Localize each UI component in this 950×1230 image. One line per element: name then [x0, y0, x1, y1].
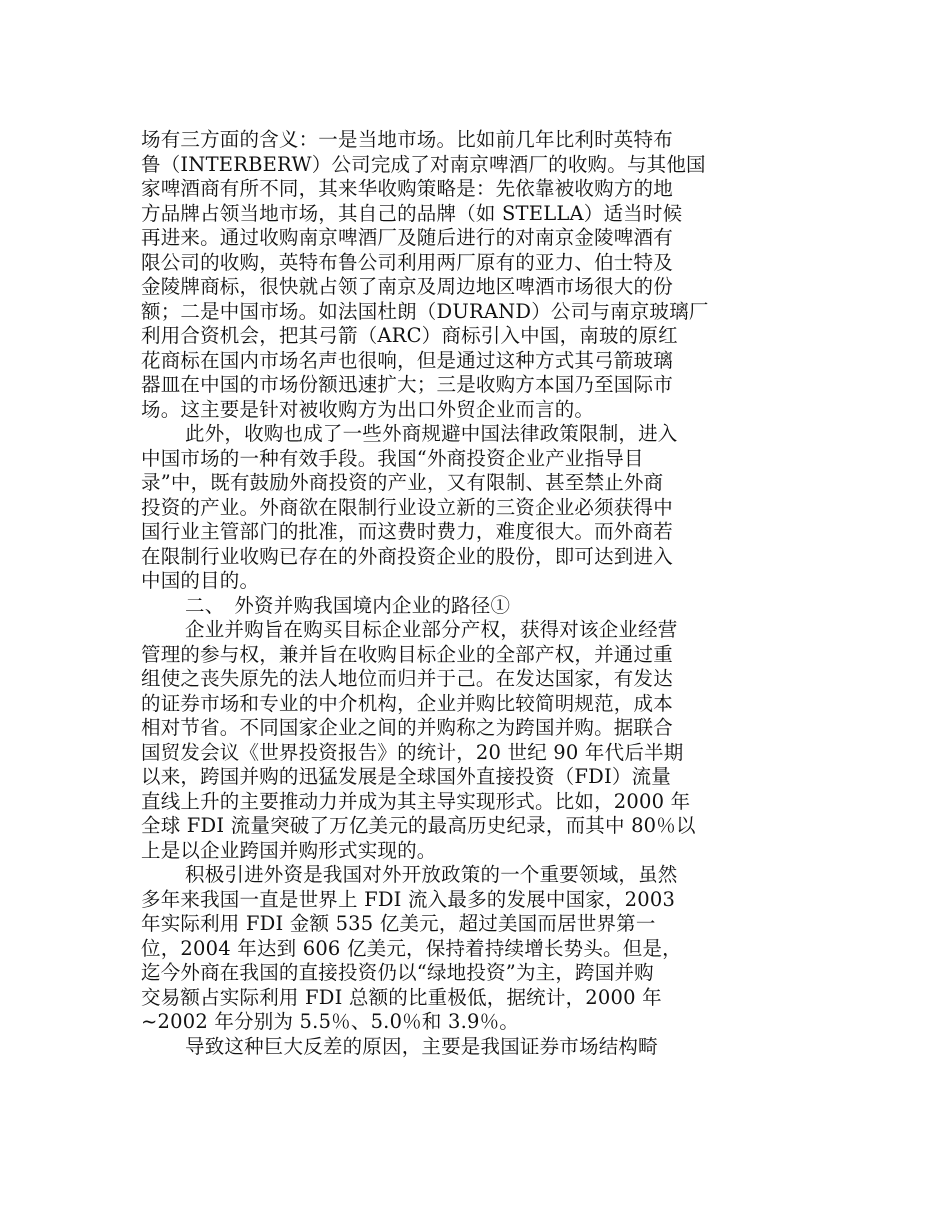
- text-line: 中国市场的一种有效手段。我国“外商投资企业产业指导目: [141, 446, 644, 470]
- text-line: 年实际利用 FDI 金额 535 亿美元，超过美国而居世界第一: [141, 912, 656, 935]
- text-line: 相对节省。不同国家企业之间的并购称之为跨国并购。据联合: [141, 716, 673, 739]
- text-line: 多年来我国一直是世界上 FDI 流入最多的发展中国家，2003: [141, 887, 676, 911]
- text-line: 积极引进外资是我国对外开放政策的一个重要领域，虽然: [185, 863, 678, 886]
- text-line: 利用合资机会，把其弓箭（ARC）商标引入中国，南玻的原红: [141, 324, 678, 347]
- text-line: 上是以企业跨国并购形式实现的。: [141, 838, 437, 862]
- text-line: 直线上升的主要推动力并成为其主导实现形式。比如，2000 年: [141, 789, 691, 813]
- text-line: ~2002 年分别为 5.5％、5.0％和 3.9％。: [141, 1010, 519, 1033]
- text-line: 在限制行业收购已存在的外商投资企业的股份，即可达到进入: [141, 544, 673, 568]
- text-line: 二、 外资并购我国境内企业的路径①: [185, 593, 511, 617]
- text-line: 组使之丧失原先的法人地位而归并于己。在发达国家，有发达: [141, 667, 673, 690]
- text-line: 方品牌占领当地市场，其自己的品牌（如 STELLA）适当时候: [141, 201, 683, 225]
- text-line: 全球 FDI 流量突破了万亿美元的最高历史纪录，而其中 80％以: [141, 814, 696, 837]
- text-line: 再进来。通过收购南京啤酒厂及随后进行的对南京金陵啤酒有: [141, 226, 673, 249]
- text-line: 投资的产业。外商欲在限制行业设立新的三资企业必须获得中: [141, 495, 673, 519]
- text-line: 位，2004 年达到 606 亿美元，保持着持续增长势头。但是，: [141, 936, 682, 960]
- text-line: 金陵牌商标，很快就占领了南京及周边地区啤酒市场很大的份: [141, 275, 673, 298]
- text-line: 的证券市场和专业的中介机构，企业并购比较简明规范，成本: [141, 691, 673, 715]
- text-line: 家啤酒商有所不同，其来华收购策略是：先依靠被收购方的地: [141, 177, 673, 200]
- text-line: 录”中，既有鼓励外商投资的产业，又有限制、甚至禁止外商: [141, 471, 664, 494]
- text-line: 企业并购旨在购买目标企业部分产权，获得对该企业经营: [185, 618, 678, 641]
- text-line: 限公司的收购，英特布鲁公司利用两厂原有的亚力、伯士特及: [141, 250, 673, 274]
- body-text: [141, 128, 753, 1059]
- text-line: 花商标在国内市场名声也很响，但是通过这种方式其弓箭玻璃: [141, 348, 673, 372]
- text-line: 交易额占实际利用 FDI 总额的比重极低，据统计，2000 年: [141, 985, 662, 1009]
- text-line: 中国的目的。: [141, 569, 260, 592]
- text-line: 国行业主管部门的批准，而这费时费力，难度很大。而外商若: [141, 520, 673, 543]
- text-line: 场。这主要是针对被收购方为出口外贸企业而言的。: [141, 397, 595, 421]
- text-line: 迄今外商在我国的直接投资仍以“绿地投资”为主，跨国并购: [141, 961, 654, 984]
- text-line: 以来，跨国并购的迅猛发展是全球国外直接投资（FDI）流量: [141, 765, 671, 788]
- text-line: 器皿在中国的市场份额迅速扩大；三是收购方本国乃至国际市: [141, 373, 673, 396]
- text-line: 场有三方面的含义：一是当地市场。比如前几年比利时英特布: [141, 128, 673, 151]
- text-line: 导致这种巨大反差的原因，主要是我国证券市场结构畸: [185, 1034, 658, 1058]
- text-line: 国贸发会议《世界投资报告》的统计，20 世纪 90 年代后半期: [141, 740, 684, 764]
- text-line: 额；二是中国市场。如法国杜朗（DURAND）公司与南京玻璃厂: [141, 299, 709, 323]
- text-line: 鲁（INTERBERW）公司完成了对南京啤酒厂的收购。与其他国: [141, 152, 706, 176]
- text-line: 管理的参与权，兼并旨在收购目标企业的全部产权，并通过重: [141, 642, 673, 666]
- text-line: 此外，收购也成了一些外商规避中国法律政策限制，进入: [185, 422, 678, 445]
